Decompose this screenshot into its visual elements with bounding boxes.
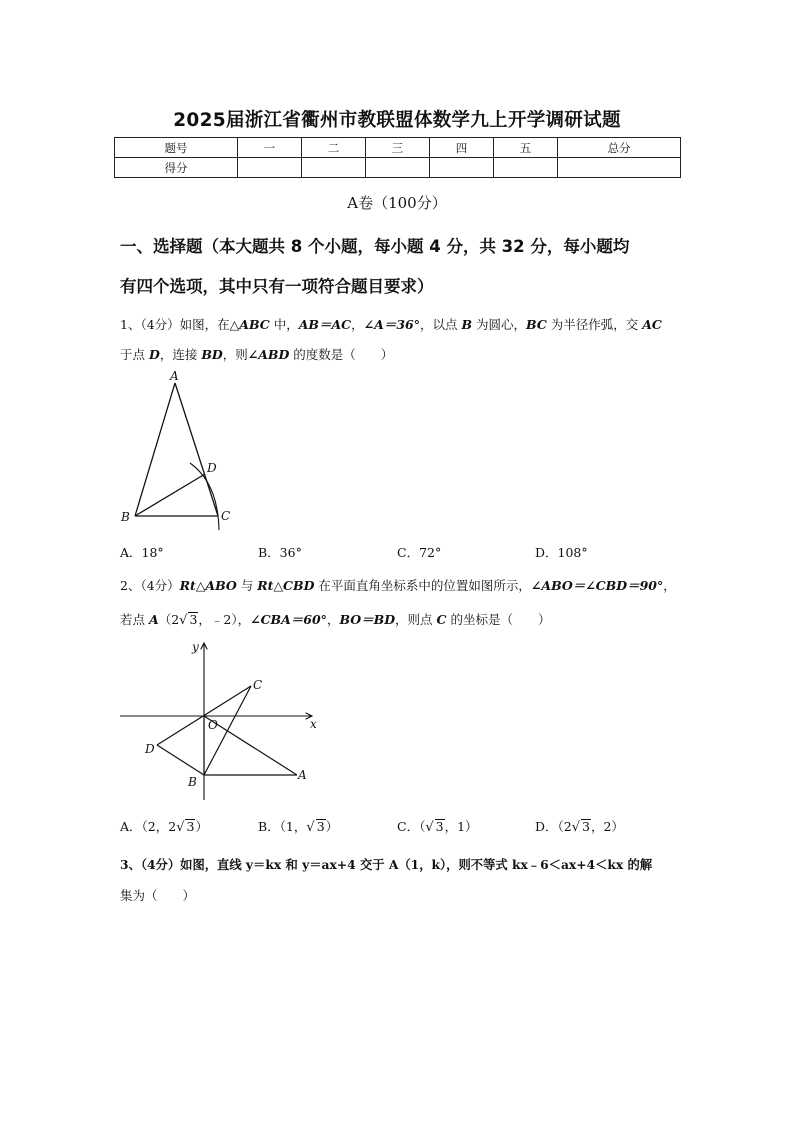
q2-stem-line2: 若点 A（2√ 3，﹣2），∠CBA＝60°，BO＝BD，则点 C 的坐标是（ ）	[120, 612, 551, 628]
score-cell[interactable]	[558, 158, 681, 178]
radicand: 3	[186, 819, 195, 834]
q1-option-a[interactable]: A．18°	[120, 545, 164, 560]
label-c: C	[221, 509, 231, 523]
q2-option-d[interactable]: D．（2√ 3，2）	[535, 819, 624, 835]
label-a: A	[170, 369, 179, 383]
q2-coordinate-figure	[112, 635, 327, 805]
score-table-score-row	[115, 158, 681, 178]
score-header-cell: 题号	[115, 138, 238, 158]
q3-stem-line2: 集为（ ）	[120, 888, 196, 903]
q2-option-b[interactable]: B．（1，√ 3）	[258, 819, 339, 835]
score-header-cell: 一	[237, 138, 301, 158]
label-y: y	[192, 640, 199, 654]
segment-ac	[175, 383, 218, 516]
score-cell[interactable]	[429, 158, 493, 178]
score-header-cell: 三	[365, 138, 429, 158]
label-d: D	[145, 742, 155, 756]
score-cell[interactable]	[493, 158, 557, 178]
radicand: 3	[316, 819, 325, 834]
label-b: B	[121, 510, 130, 524]
q1-option-c[interactable]: C．72°	[397, 545, 442, 560]
label-b: B	[188, 775, 197, 789]
q1-option-d[interactable]: D．108°	[535, 545, 588, 560]
label-d: D	[207, 461, 217, 475]
score-header-cell: 四	[429, 138, 493, 158]
q1-stem-line2: 于点 D，连接 BD，则∠ABD 的度数是（ ）	[120, 347, 394, 362]
label-c: C	[253, 678, 263, 692]
score-header-cell: 二	[301, 138, 365, 158]
score-table-header-row	[115, 138, 681, 158]
page-title: 2025届浙江省衢州市教联盟体数学九上开学调研试题	[173, 110, 621, 131]
q3-stem-line1: 3、（4分）如图，直线 y＝kx 和 y＝ax+4 交于 A（1，k），则不等式 kx﹣6＜ax+4＜kx 的解	[120, 857, 653, 872]
q1-option-b[interactable]: B．36°	[258, 545, 302, 560]
radicand: 3	[189, 612, 198, 627]
score-header-cell: 总分	[558, 138, 681, 158]
score-row-label: 得分	[115, 158, 238, 178]
radicand: 3	[435, 819, 444, 834]
segment-oa	[204, 716, 297, 775]
score-header-cell: 五	[493, 138, 557, 158]
radicand: 3	[582, 819, 590, 834]
label-x: x	[310, 717, 317, 731]
label-a: A	[298, 768, 307, 782]
q1-triangle-figure	[110, 365, 250, 535]
section-heading-line1: 一、选择题（本大题共 8 个小题，每小题 4 分，共 32 分，每小题均	[120, 237, 630, 256]
q2-stem-line1: 2、（4分）Rt△ABO 与 Rt△CBD 在平面直角坐标系中的位置如图所示，∠ABO＝∠CBD＝90°，	[120, 578, 676, 593]
label-o: O	[208, 718, 218, 732]
score-table	[114, 137, 681, 178]
q1-stem-line1: 1、（4分）如图，在△ABC 中，AB＝AC，∠A＝36°，以点 B 为圆心，BC 为半径作弧，交 AC	[120, 317, 662, 332]
section-heading-line2: 有四个选项，其中只有一项符合题目要求）	[120, 277, 434, 296]
q2-option-a[interactable]: A．（2，2√ 3）	[120, 819, 208, 835]
part-title: A卷（100分）	[347, 194, 447, 212]
score-cell[interactable]	[365, 158, 429, 178]
score-cell[interactable]	[237, 158, 301, 178]
q2-option-c[interactable]: C．（√ 3，1）	[397, 819, 478, 835]
segment-bd	[157, 745, 204, 775]
score-cell[interactable]	[301, 158, 365, 178]
